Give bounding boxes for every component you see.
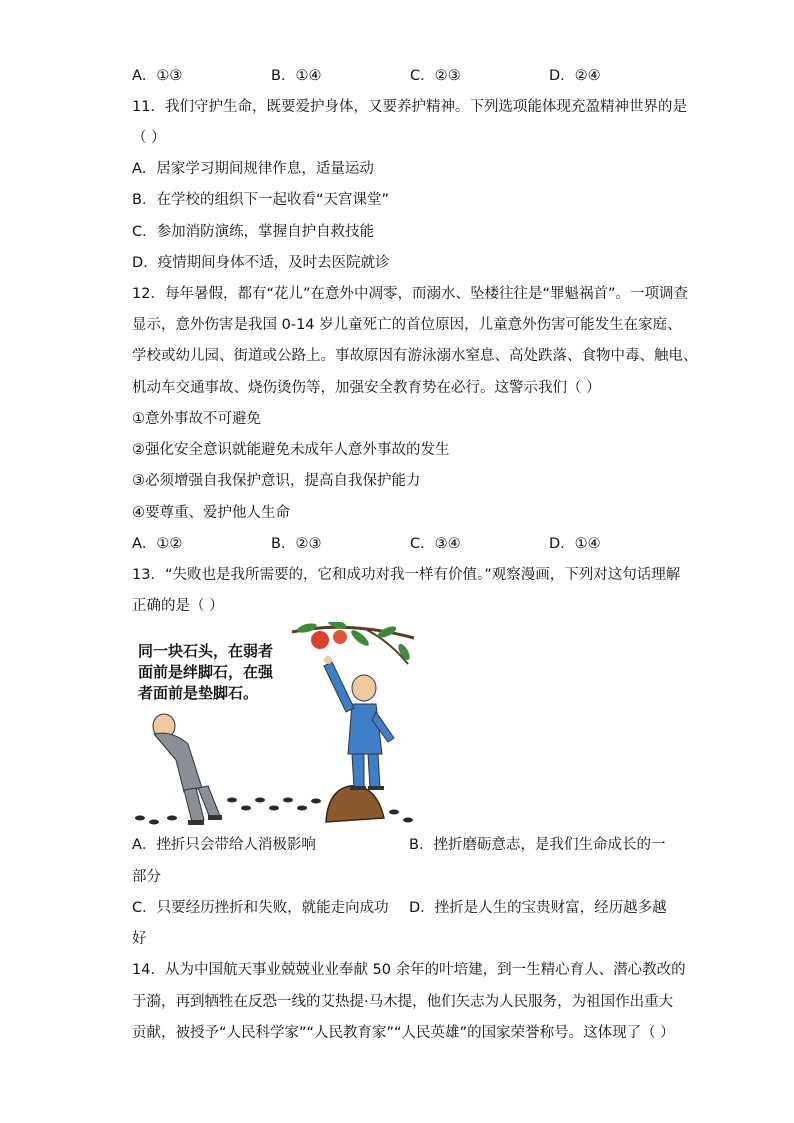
apple-branch-icon <box>292 622 414 664</box>
q13-option-a[interactable]: A．挫折只会带给人消极影响 <box>132 837 316 853</box>
q12-option-a[interactable]: A．①② <box>132 536 183 552</box>
q12-statement-2: ②强化安全意识就能避免未成年人意外事故的发生 <box>132 442 450 458</box>
q12-options <box>132 534 692 554</box>
q12-stem-line-1: 12．每年暑假，都有“花儿”在意外中凋零，而溺水、坠楼往往是“罪魁祸首”。一项调查 <box>132 286 688 302</box>
cartoon-caption-line-1: 同一块石头，在弱者 <box>138 642 274 660</box>
q11-answer-blank: （ ） <box>132 130 166 146</box>
q13-stem-line-2: 正确的是（ ） <box>132 598 224 614</box>
q10-option-b[interactable]: B．①④ <box>271 68 322 84</box>
q12-statement-3: ③必须增强自我保护意识，提高自我保护能力 <box>132 473 421 489</box>
failure-stone-cartoon <box>132 622 418 828</box>
q14-stem-line-2: 于漪，再到牺牲在反恐一线的艾热提·马木提，他们矢志为人民服务，为祖国作出重大 <box>132 994 674 1010</box>
q13-option-d[interactable]: D．挫折是人生的宝贵财富，经历越多越 <box>409 900 667 916</box>
q10-option-d[interactable]: D．②④ <box>549 68 601 84</box>
q10-options <box>132 66 692 86</box>
q10-option-a[interactable]: A．①③ <box>132 68 183 84</box>
q14-stem-line-3: 贡献，被授予“人民科学家”“人民教育家”“人民英雄”的国家荣誉称号。这体现了（ ） <box>132 1025 675 1041</box>
q12-stem-line-3: 学校或幼儿园、街道或公路上。事故原因有游泳溺水窒息、高处跌落、食物中毒、触电、 <box>132 348 698 364</box>
q10-option-c[interactable]: C．②③ <box>410 68 461 84</box>
cartoon-caption-line-3: 者面前是垫脚石。 <box>138 684 259 702</box>
stepping-stone-icon <box>326 786 384 822</box>
q12-option-c[interactable]: C．③④ <box>410 536 461 552</box>
q11-option-b[interactable]: B．在学校的组织下一起收看“天宫课堂” <box>132 192 389 208</box>
q13-option-b-continued: 部分 <box>132 869 161 885</box>
q12-stem-line-4: 机动车交通事故、烧伤烫伤等，加强安全教育势在必行。这警示我们（ ） <box>132 380 601 396</box>
q11-option-d[interactable]: D．疫情期间身体不适，及时去医院就诊 <box>132 255 390 271</box>
q13-stem-line-1: 13．“失败也是我所需要的，它和成功对我一样有价值。”观察漫画，下列对这句话理解 <box>132 567 681 583</box>
q12-option-b[interactable]: B．②③ <box>271 536 322 552</box>
q12-stem-line-2: 显示，意外伤害是我国 0-14 岁儿童死亡的首位原因，儿童意外伤害可能发生在家庭、 <box>132 317 682 333</box>
q13-option-b[interactable]: B．挫折磨砺意志，是我们生命成长的一 <box>409 837 666 853</box>
q11-option-c[interactable]: C．参加消防演练，掌握自护自救技能 <box>132 224 375 240</box>
q14-stem-line-1: 14．从为中国航天事业兢兢业业奉献 50 余年的叶培建，到一生精心育人、潜心教改的 <box>132 962 686 978</box>
q11-option-a[interactable]: A．居家学习期间规律作息，适量运动 <box>132 161 374 177</box>
q12-statement-4: ④要尊重、爱护他人生命 <box>132 505 290 521</box>
weak-person-figure <box>153 714 222 825</box>
cartoon-caption-line-2: 面前是绊脚石，在强 <box>138 663 274 681</box>
q13-option-c[interactable]: C．只要经历挫折和失败，就能走向成功 <box>132 900 389 916</box>
q11-stem: 11．我们守护生命，既要爱护身体，又要养护精神。下列选项能体现充盈精神世界的是 <box>132 99 687 115</box>
q12-statement-1: ①意外事故不可避免 <box>132 411 261 427</box>
q13-option-d-continued: 好 <box>132 931 147 947</box>
strong-person-figure <box>324 656 394 790</box>
q12-option-d[interactable]: D．①④ <box>549 536 601 552</box>
